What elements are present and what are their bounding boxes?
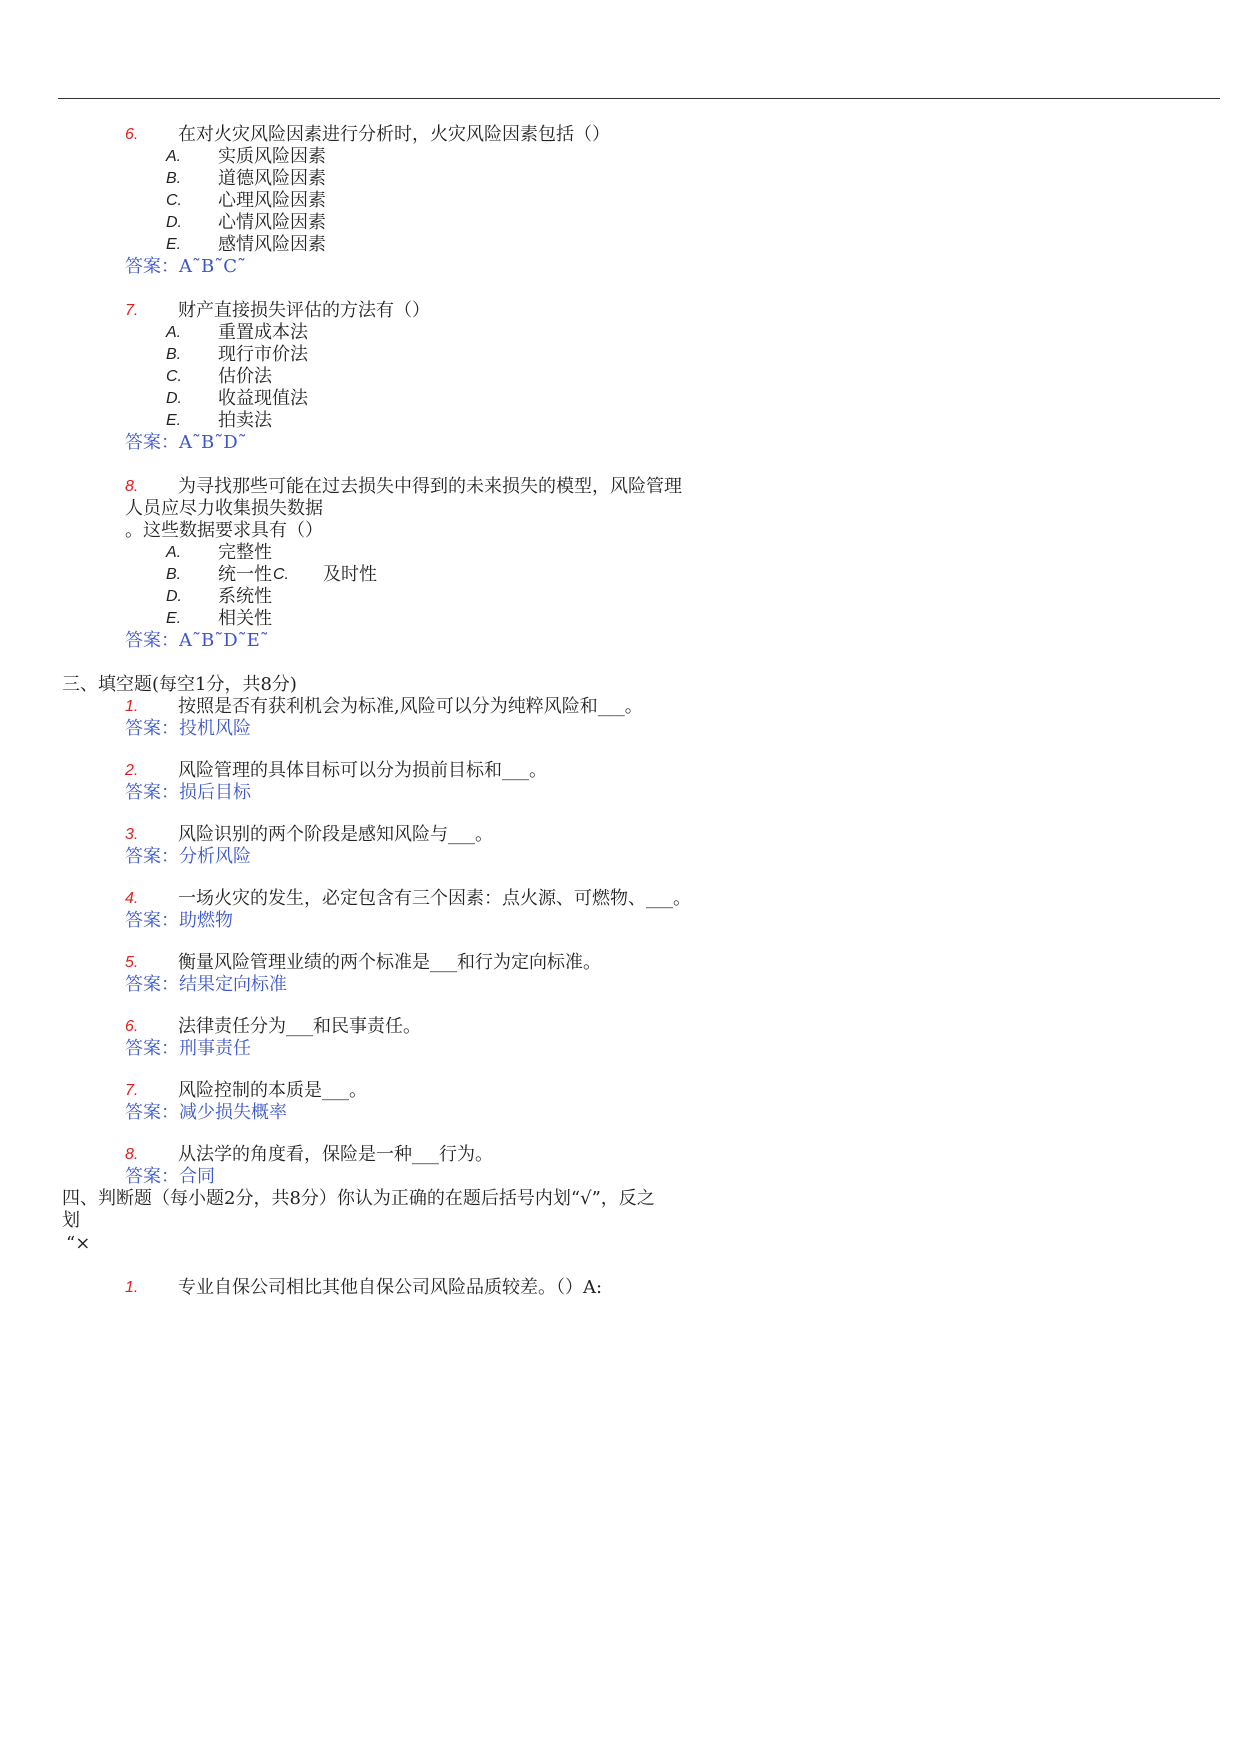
answer-text: 答案：结果定向标准 bbox=[125, 974, 287, 995]
option-letter: E. bbox=[166, 412, 182, 429]
option-letter: E. bbox=[166, 610, 182, 627]
question-text: 专业自保公司相比其他自保公司风险品质较差。（）A: bbox=[178, 1277, 603, 1298]
question-text: 为寻找那些可能在过去损失中得到的未来损失的模型，风险管理 bbox=[178, 476, 682, 497]
question-text-cont: 。这些数据要求具有（） bbox=[125, 520, 323, 541]
option-letter: B. bbox=[166, 566, 182, 583]
question-text: 财产直接损失评估的方法有（） bbox=[178, 300, 430, 321]
question-number: 1. bbox=[125, 698, 139, 715]
option-letter: B. bbox=[166, 170, 182, 187]
answer-text: 答案：损后目标 bbox=[125, 782, 251, 803]
option-text: 及时性 bbox=[323, 564, 377, 585]
option-letter: D. bbox=[166, 588, 182, 605]
question-number: 5. bbox=[125, 954, 139, 971]
question-text: 从法学的角度看，保险是一种___行为。 bbox=[178, 1144, 493, 1165]
question-number: 6. bbox=[125, 1018, 139, 1035]
question-text: 风险管理的具体目标可以分为损前目标和___。 bbox=[178, 760, 547, 781]
answer-text: 答案：合同 bbox=[125, 1166, 215, 1187]
answer-text: 答案：投机风险 bbox=[125, 718, 251, 739]
section-title: 三、填空题(每空1分，共8分) bbox=[62, 674, 297, 695]
option-letter: D. bbox=[166, 214, 182, 231]
question-text-cont: 人员应尽力收集损失数据 bbox=[125, 498, 323, 519]
answer-text: 答案：刑事责任 bbox=[125, 1038, 251, 1059]
question-number: 7. bbox=[125, 1082, 139, 1099]
question-text: 一场火灾的发生，必定包含有三个因素：点火源、可燃物、___。 bbox=[178, 888, 691, 909]
question-number: 8. bbox=[125, 1146, 139, 1163]
option-text: 心理风险因素 bbox=[218, 190, 326, 211]
question-text: 按照是否有获利机会为标准,风险可以分为纯粹风险和___。 bbox=[178, 696, 643, 717]
question-text: 在对火灾风险因素进行分析时，火灾风险因素包括（） bbox=[178, 124, 610, 145]
question-number: 3. bbox=[125, 826, 139, 843]
question-text: 衡量风险管理业绩的两个标准是___和行为定向标准。 bbox=[178, 952, 601, 973]
answer-text: 答案：A˜B˜C˜ bbox=[125, 256, 246, 277]
question-number: 7. bbox=[125, 302, 139, 319]
option-text: 感情风险因素 bbox=[218, 234, 326, 255]
question-text: 风险控制的本质是___。 bbox=[178, 1080, 367, 1101]
answer-text: 答案：A˜B˜D˜E˜ bbox=[125, 630, 269, 651]
answer-text: 答案：减少损失概率 bbox=[125, 1102, 287, 1123]
option-text: 统一性 bbox=[218, 564, 272, 585]
option-text: 重置成本法 bbox=[218, 322, 308, 343]
question-number: 4. bbox=[125, 890, 139, 907]
option-letter: C. bbox=[166, 192, 182, 209]
answer-text: 答案：助燃物 bbox=[125, 910, 233, 931]
question-text: 法律责任分为___和民事责任。 bbox=[178, 1016, 421, 1037]
option-letter: D. bbox=[166, 390, 182, 407]
option-letter: C. bbox=[166, 368, 182, 385]
option-letter: E. bbox=[166, 236, 182, 253]
option-text: 完整性 bbox=[218, 542, 272, 563]
option-text: 估价法 bbox=[218, 366, 272, 387]
question-number: 6. bbox=[125, 126, 139, 143]
option-text: 实质风险因素 bbox=[218, 146, 326, 167]
option-letter: C. bbox=[273, 566, 289, 583]
answer-text: 答案：A˜B˜D˜ bbox=[125, 432, 247, 453]
section-title-cont: “× bbox=[66, 1233, 91, 1254]
answer-text: 答案：分析风险 bbox=[125, 846, 251, 867]
option-letter: A. bbox=[166, 544, 182, 561]
option-text: 道德风险因素 bbox=[218, 168, 326, 189]
option-text: 现行市价法 bbox=[218, 344, 308, 365]
option-letter: A. bbox=[166, 148, 182, 165]
option-letter: A. bbox=[166, 324, 182, 341]
question-number: 2. bbox=[125, 762, 139, 779]
question-number: 1. bbox=[125, 1279, 139, 1296]
header-rule bbox=[58, 98, 1220, 99]
question-number: 8. bbox=[125, 478, 139, 495]
option-text: 系统性 bbox=[218, 586, 272, 607]
option-text: 相关性 bbox=[218, 608, 272, 629]
section-title: 四、判断题（每小题2分，共8分）你认为正确的在题后括号内划“√”，反之 bbox=[62, 1188, 655, 1209]
section-title-cont: 划 bbox=[62, 1210, 80, 1231]
option-letter: B. bbox=[166, 346, 182, 363]
option-text: 拍卖法 bbox=[218, 410, 272, 431]
option-text: 心情风险因素 bbox=[218, 212, 326, 233]
question-text: 风险识别的两个阶段是感知风险与___。 bbox=[178, 824, 493, 845]
option-text: 收益现值法 bbox=[218, 388, 308, 409]
